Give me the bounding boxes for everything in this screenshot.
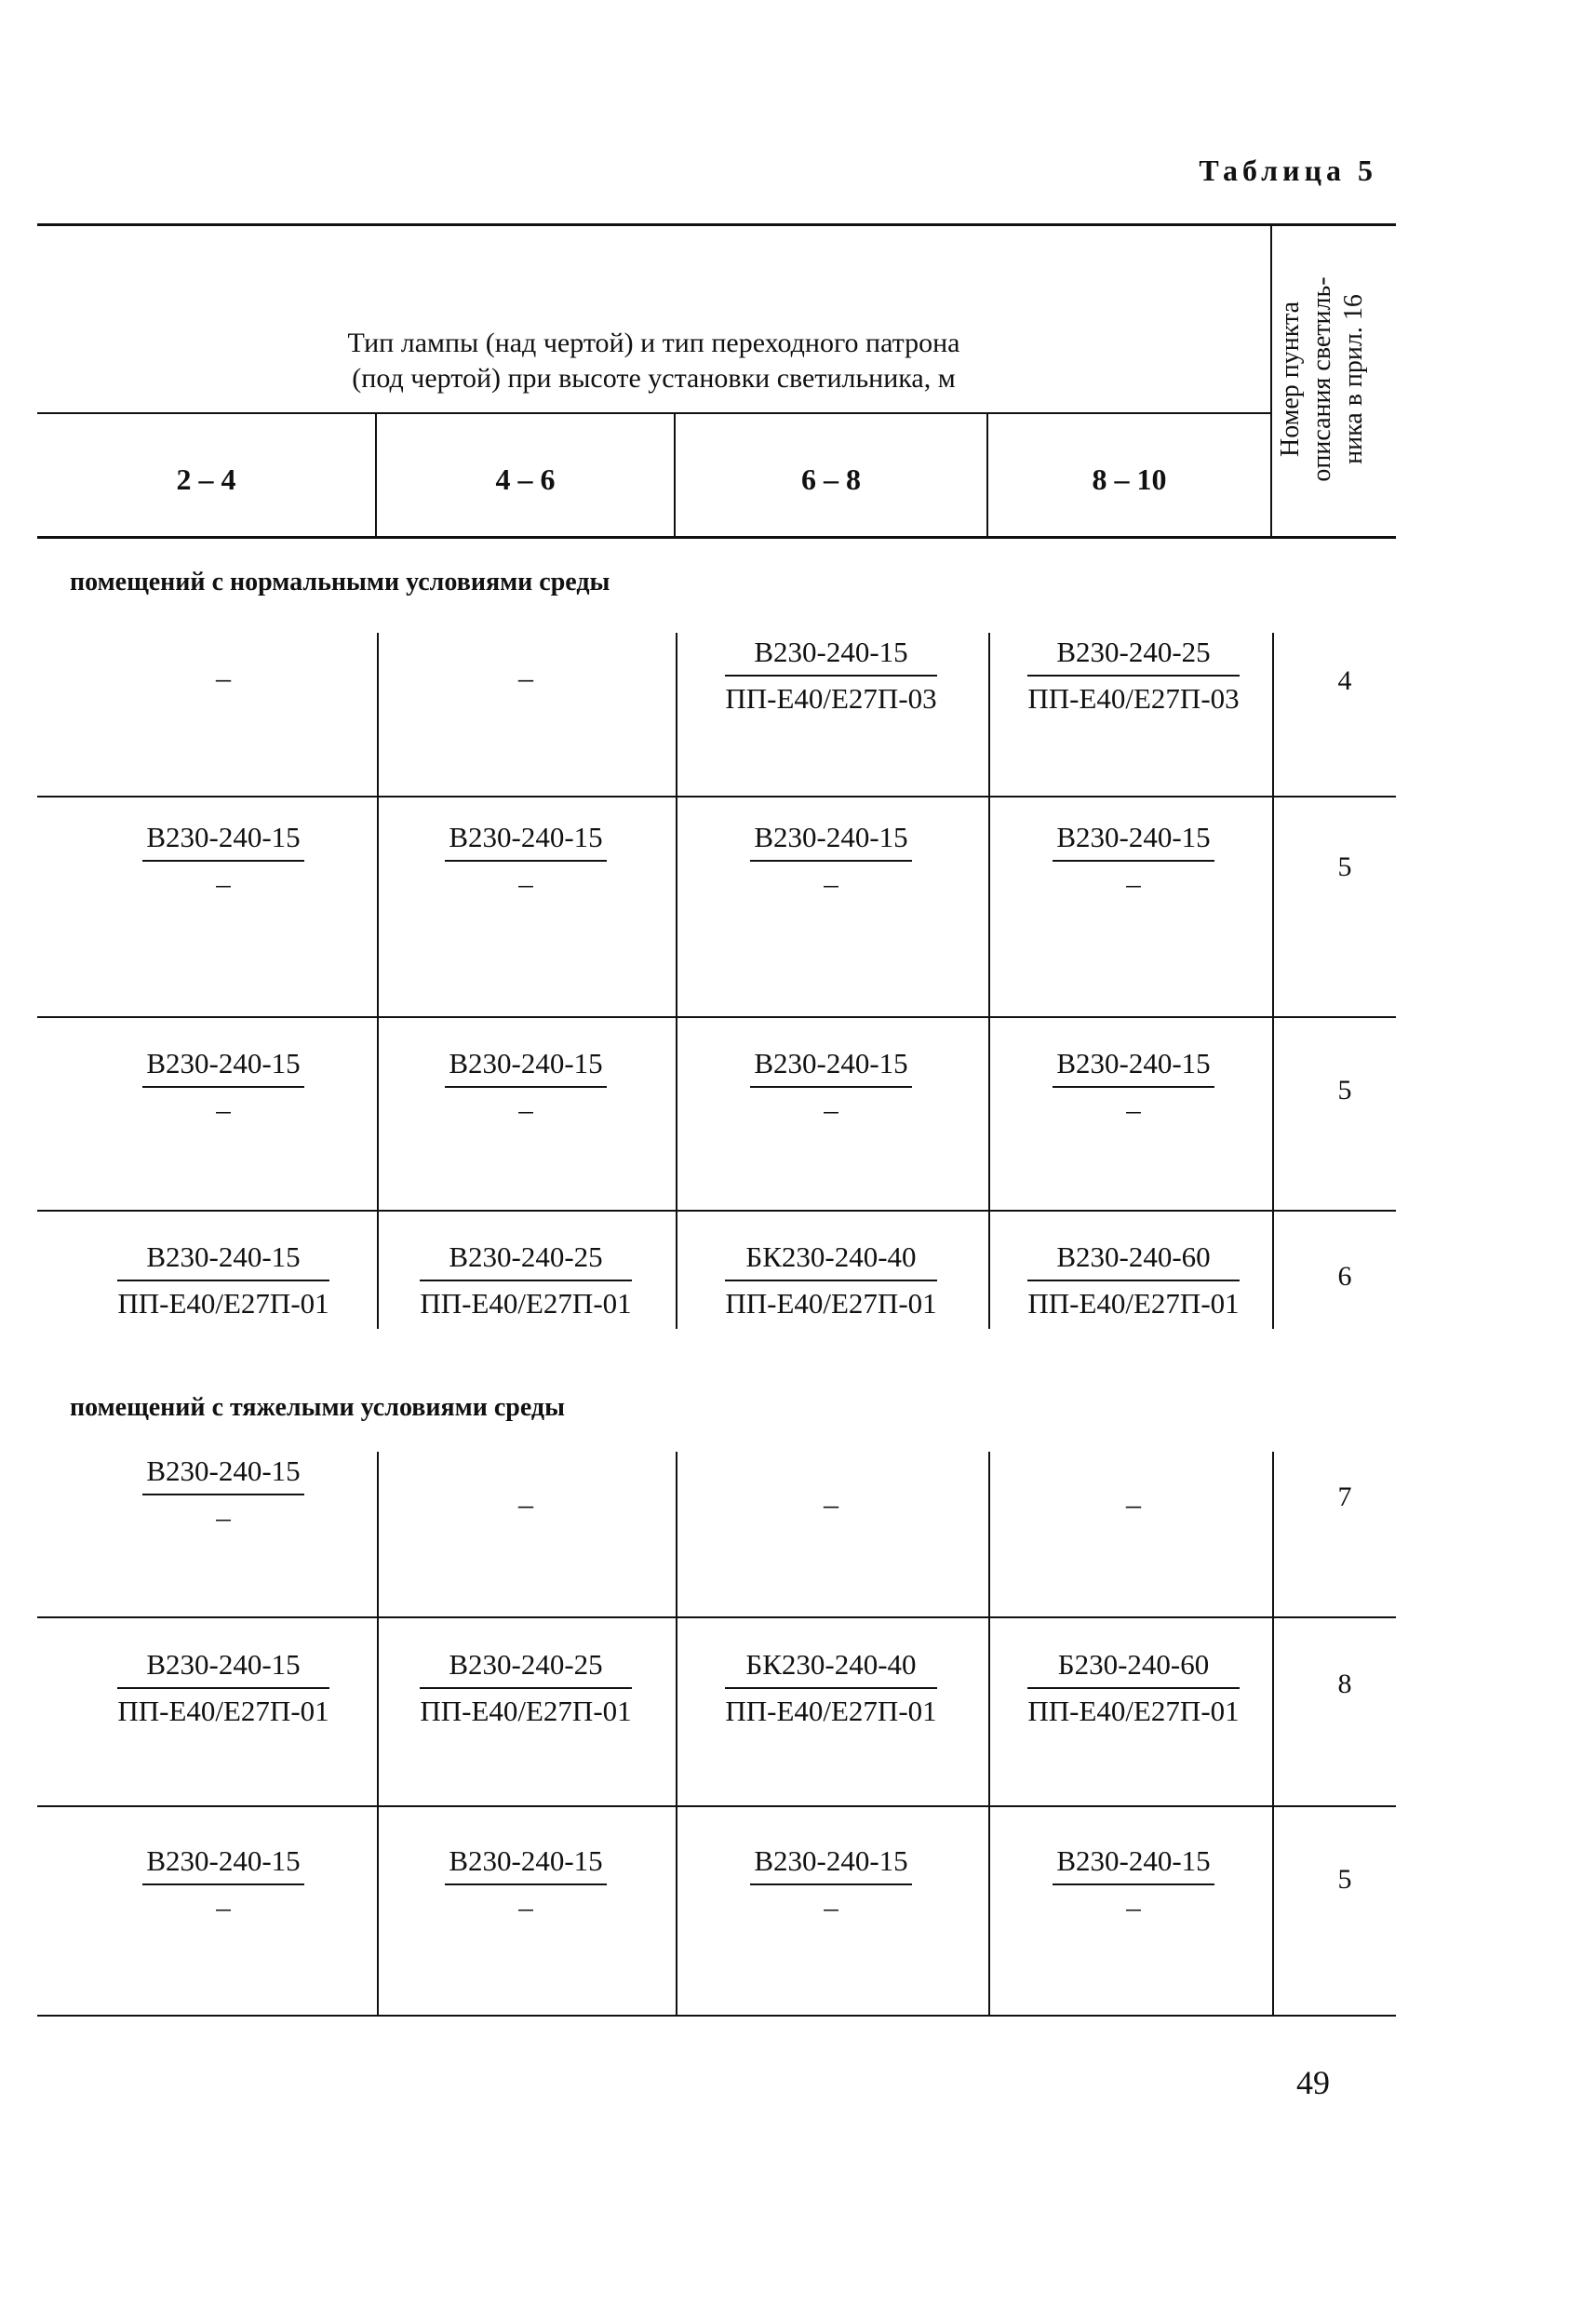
table-cell xyxy=(377,1240,675,1320)
socket-adapter-type: ПП-Е40/Е27П-01 xyxy=(1027,1695,1240,1727)
lamp-type: В230-240-25 xyxy=(420,1240,631,1281)
table-cell xyxy=(377,1844,675,1924)
lamp-type: В230-240-15 xyxy=(142,821,303,862)
description-point-number: 5 xyxy=(1337,1864,1352,1895)
height-range-8-10: 8 – 10 xyxy=(1092,462,1167,496)
lamp-type: В230-240-15 xyxy=(445,1047,606,1088)
table-cell xyxy=(682,821,980,901)
lamp-type: В230-240-15 xyxy=(1053,1844,1214,1885)
table-cell xyxy=(74,1454,372,1535)
socket-adapter-type: – xyxy=(216,867,231,900)
lamp-type: В230-240-25 xyxy=(1027,636,1239,677)
lamp-fraction xyxy=(750,821,911,901)
lamp-type: БК230-240-40 xyxy=(725,1240,936,1281)
empty-dash: – xyxy=(1126,1487,1141,1521)
height-range-2-4: 2 – 4 xyxy=(176,462,236,496)
socket-adapter-type: – xyxy=(1126,867,1141,900)
table-cell xyxy=(74,821,372,901)
empty-dash: – xyxy=(824,1487,838,1521)
lamp-fraction xyxy=(725,1648,936,1728)
lamp-fraction xyxy=(1027,1648,1239,1728)
socket-adapter-type: – xyxy=(518,1891,533,1924)
table-cell xyxy=(74,1844,372,1924)
empty-dash: – xyxy=(518,661,533,694)
row-separator xyxy=(37,1210,1396,1212)
lamp-type: В230-240-15 xyxy=(117,1648,329,1689)
table-cell xyxy=(377,1487,675,1521)
lamp-type: В230-240-15 xyxy=(445,1844,606,1885)
socket-adapter-type: – xyxy=(824,1093,838,1126)
table-cell xyxy=(682,1240,980,1320)
lamp-fraction xyxy=(725,1240,936,1320)
socket-adapter-type: ПП-Е40/Е27П-03 xyxy=(1027,682,1240,715)
description-point-number: 6 xyxy=(1337,1261,1352,1292)
lamp-type: В230-240-15 xyxy=(1053,821,1214,862)
row-divider xyxy=(676,1616,677,1805)
table-cell xyxy=(74,1648,372,1728)
socket-adapter-type: – xyxy=(824,1891,838,1924)
socket-adapter-type: ПП-Е40/Е27П-01 xyxy=(117,1695,329,1727)
table-cell xyxy=(682,1047,980,1127)
table-cell xyxy=(377,821,675,901)
header-main-line1: Тип лампы (над чертой) и тип переходного патрона xyxy=(347,328,960,358)
row-separator xyxy=(37,796,1396,798)
section-title-normal: помещений с нормальными условиями среды xyxy=(70,568,610,597)
lamp-fraction xyxy=(445,1047,606,1127)
lamp-fraction xyxy=(445,1844,606,1924)
row-separator xyxy=(37,1805,1396,1807)
socket-adapter-type: – xyxy=(1126,1093,1141,1126)
section-title-heavy: помещений с тяжелыми условиями среды xyxy=(70,1393,565,1422)
description-point-number: 4 xyxy=(1337,665,1352,696)
socket-adapter-type: – xyxy=(1126,1891,1141,1924)
height-range-6-8: 6 – 8 xyxy=(801,462,861,496)
lamp-fraction xyxy=(445,821,606,901)
lamp-type: В230-240-15 xyxy=(725,636,936,677)
side-header-line2: описания светиль- xyxy=(1308,276,1336,482)
socket-adapter-type: ПП-Е40/Е27П-01 xyxy=(725,1287,937,1320)
lamp-fraction xyxy=(420,1648,631,1728)
lamp-fraction xyxy=(420,1240,631,1320)
empty-dash: – xyxy=(518,1487,533,1521)
socket-adapter-type: – xyxy=(216,1891,231,1924)
row-separator xyxy=(37,1616,1396,1618)
table-cell xyxy=(377,661,675,695)
lamp-fraction xyxy=(1053,1844,1214,1924)
table-cell xyxy=(377,1047,675,1127)
lamp-type: В230-240-60 xyxy=(1027,1240,1239,1281)
row-separator xyxy=(37,2015,1396,2017)
lamp-type: В230-240-15 xyxy=(1053,1047,1214,1088)
socket-adapter-type: – xyxy=(824,867,838,900)
table-label: Таблица 5 xyxy=(1199,154,1377,187)
row-divider xyxy=(676,796,677,1016)
lamp-fraction xyxy=(750,1047,911,1127)
table-cell xyxy=(985,1047,1282,1127)
lamp-fraction xyxy=(142,1844,303,1924)
row-divider xyxy=(1272,1452,1274,1616)
lamp-fraction xyxy=(1053,821,1214,901)
lamp-fraction xyxy=(142,1047,303,1127)
lamp-type: В230-240-15 xyxy=(142,1844,303,1885)
description-point-number: 5 xyxy=(1337,851,1352,882)
lamp-type: В230-240-15 xyxy=(750,1047,911,1088)
row-divider xyxy=(676,633,677,796)
row-separator xyxy=(37,1016,1396,1018)
row-divider xyxy=(988,1452,990,1616)
socket-adapter-type: – xyxy=(216,1501,231,1534)
lamp-type: В230-240-15 xyxy=(750,1844,911,1885)
table-cell xyxy=(74,661,372,695)
lamp-type: Б230-240-60 xyxy=(1027,1648,1239,1689)
socket-adapter-type: – xyxy=(518,867,533,900)
socket-adapter-type: ПП-Е40/Е27П-03 xyxy=(725,682,937,715)
lamp-fraction xyxy=(1027,636,1239,716)
lamp-fraction xyxy=(1027,1240,1239,1320)
point-number-header xyxy=(1275,223,1391,535)
table-cell xyxy=(985,1844,1282,1924)
empty-dash: – xyxy=(216,661,231,694)
page-number: 49 xyxy=(1296,2064,1330,2101)
lamp-fraction xyxy=(142,1454,303,1535)
row-divider xyxy=(377,1452,379,1616)
table-cell xyxy=(74,1047,372,1127)
description-point-number: 7 xyxy=(1337,1481,1352,1512)
side-header-line1: Номер пункта xyxy=(1276,301,1305,458)
table-cell xyxy=(985,636,1282,716)
table-cell xyxy=(377,1648,675,1728)
lamp-fraction xyxy=(1053,1047,1214,1127)
header-top-rule xyxy=(37,223,1396,226)
description-point-number: 8 xyxy=(1337,1669,1352,1699)
table-cell xyxy=(985,821,1282,901)
table-cell xyxy=(985,1648,1282,1728)
row-divider xyxy=(676,1452,677,1616)
table-cell xyxy=(682,1844,980,1924)
table-cell xyxy=(74,1240,372,1320)
lamp-fraction xyxy=(117,1648,329,1728)
lamp-type: В230-240-15 xyxy=(142,1454,303,1495)
table-cell xyxy=(985,1487,1282,1521)
table-cell xyxy=(682,636,980,716)
height-range-4-6: 4 – 6 xyxy=(495,462,556,496)
row-divider xyxy=(676,1805,677,2015)
table-cell xyxy=(985,1240,1282,1320)
lamp-fraction xyxy=(750,1844,911,1924)
socket-adapter-type: ПП-Е40/Е27П-01 xyxy=(1027,1287,1240,1320)
header-mid-rule xyxy=(37,412,1270,414)
lamp-type: БК230-240-40 xyxy=(725,1648,936,1689)
socket-adapter-type: – xyxy=(216,1093,231,1126)
socket-adapter-type: ПП-Е40/Е27П-01 xyxy=(420,1287,632,1320)
table-cell xyxy=(682,1648,980,1728)
header-bottom-rule xyxy=(37,536,1396,539)
socket-adapter-type: – xyxy=(518,1093,533,1126)
lamp-fraction xyxy=(725,636,936,716)
row-divider xyxy=(676,1210,677,1329)
lamp-type: В230-240-15 xyxy=(445,821,606,862)
description-point-number: 5 xyxy=(1337,1075,1352,1106)
socket-adapter-type: ПП-Е40/Е27П-01 xyxy=(117,1287,329,1320)
lamp-type: В230-240-15 xyxy=(117,1240,329,1281)
lamp-type: В230-240-15 xyxy=(750,821,911,862)
lamp-type: В230-240-25 xyxy=(420,1648,631,1689)
header-divider-side xyxy=(1270,223,1272,536)
header-main-line2: (под чертой) при высоте установки светильника, м xyxy=(352,363,956,394)
lamp-fraction xyxy=(142,821,303,901)
lamp-fraction xyxy=(117,1240,329,1320)
socket-adapter-type: ПП-Е40/Е27П-01 xyxy=(725,1695,937,1727)
row-divider xyxy=(377,633,379,796)
row-divider xyxy=(676,1016,677,1210)
header-main-caption xyxy=(37,326,1270,396)
table-cell xyxy=(682,1487,980,1521)
lamp-type: В230-240-15 xyxy=(142,1047,303,1088)
socket-adapter-type: ПП-Е40/Е27П-01 xyxy=(420,1695,632,1727)
side-header-line3: ника в прил. 16 xyxy=(1339,294,1368,464)
